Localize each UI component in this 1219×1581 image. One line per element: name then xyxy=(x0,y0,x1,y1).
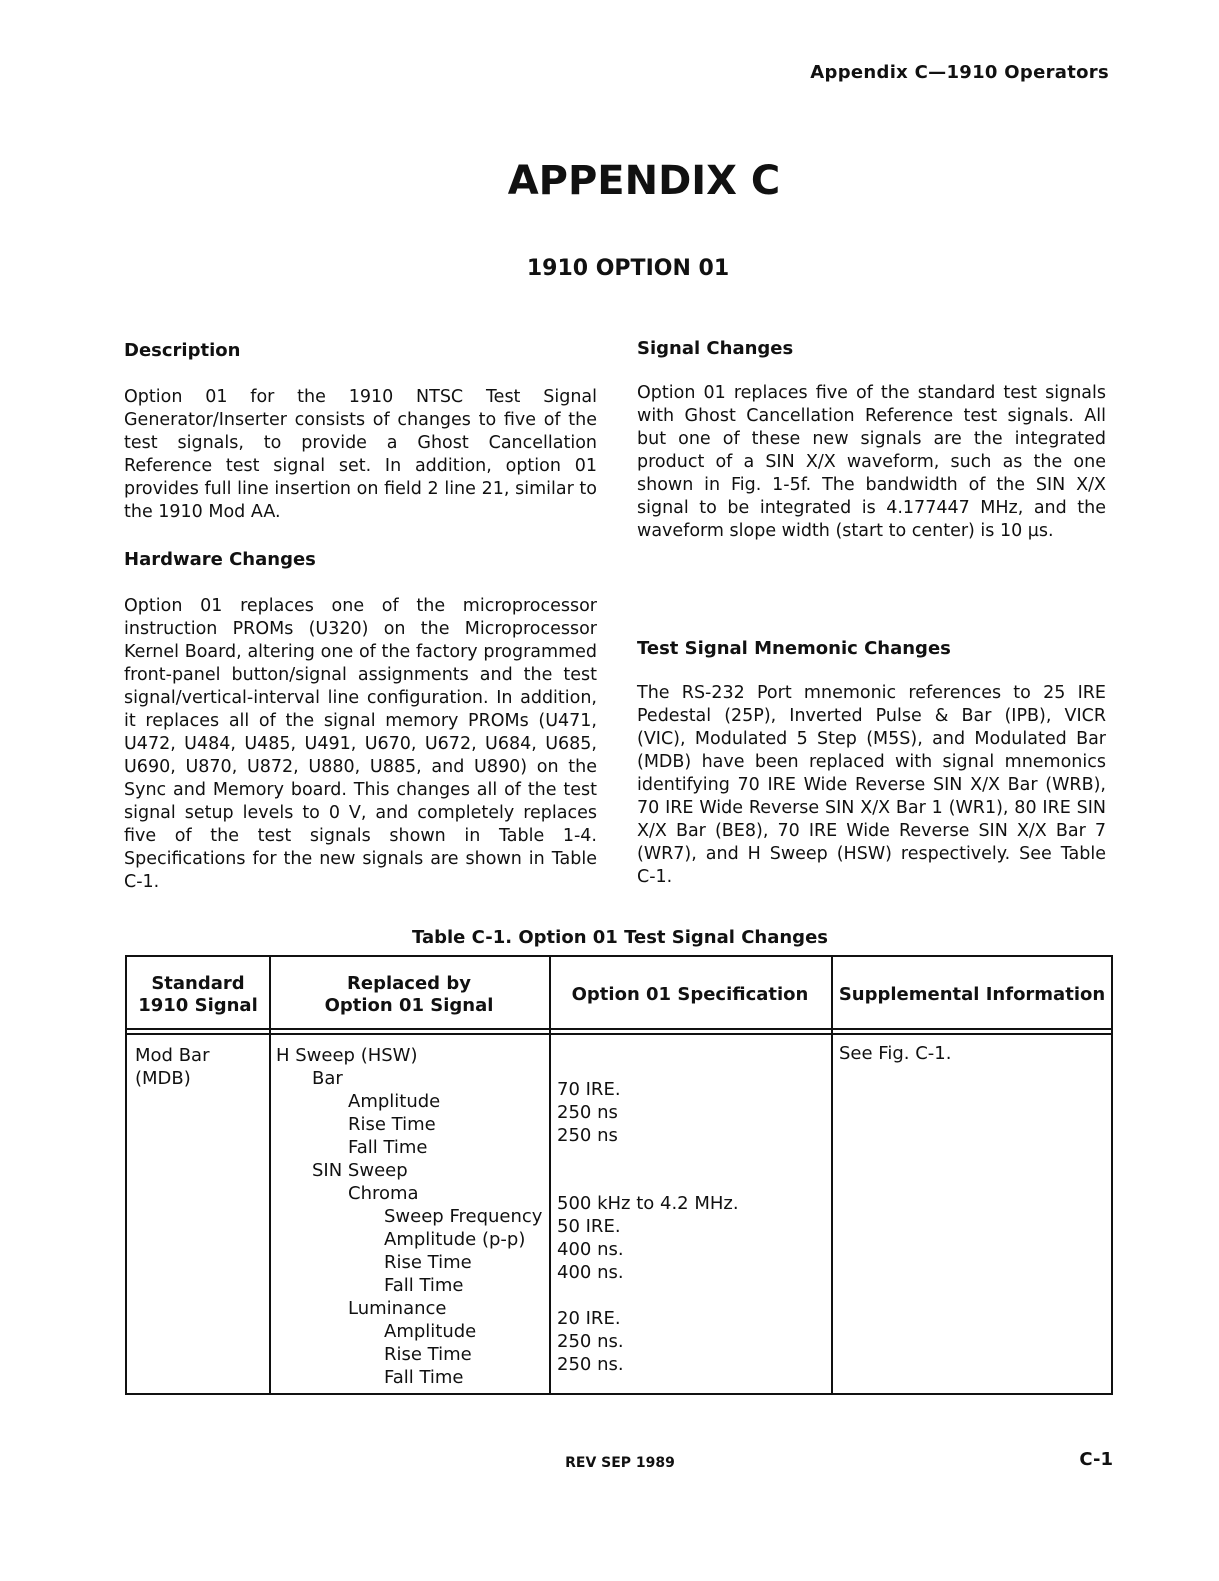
running-header: Appendix C—1910 Operators xyxy=(810,62,1109,83)
spec-chroma-cell xyxy=(557,1192,739,1284)
replaced-by-cell xyxy=(276,1044,542,1389)
parameter-label: Sweep Frequency xyxy=(384,1206,543,1227)
parameter-label: Amplitude xyxy=(348,1091,441,1112)
signal-name: H Sweep (HSW) xyxy=(276,1045,418,1066)
parameter-label: Rise Time xyxy=(384,1344,472,1365)
spec-bar-cell xyxy=(557,1078,621,1147)
spec-luminance-cell xyxy=(557,1307,624,1376)
column-header-standard-signal xyxy=(127,957,269,1033)
standard-signal-name: Mod Bar xyxy=(135,1045,210,1066)
parameter-label: Amplitude (p-p) xyxy=(384,1229,526,1250)
page-subtitle: 1910 OPTION 01 xyxy=(526,256,730,281)
supplemental-info-cell xyxy=(839,1042,951,1065)
revision-date: REV SEP 1989 xyxy=(565,1455,675,1471)
signal-subcomponent: Luminance xyxy=(348,1298,447,1319)
mnemonic-changes-heading: Test Signal Mnemonic Changes xyxy=(637,638,951,659)
column-header-text: Standard xyxy=(151,973,245,994)
spec-value: 400 ns. xyxy=(557,1239,624,1260)
spec-value: 250 ns xyxy=(557,1125,618,1146)
spec-value: 250 ns. xyxy=(557,1354,624,1375)
signal-changes-heading: Signal Changes xyxy=(637,338,794,359)
parameter-label: Rise Time xyxy=(384,1252,472,1273)
column-header-specification xyxy=(549,957,831,1033)
table-caption: Table C-1. Option 01 Test Signal Changes xyxy=(412,927,828,948)
mnemonic-changes-paragraph: The RS-232 Port mnemonic references to 25 IRE Pedestal (25P), Inverted Pulse & Bar (IPB), VICR (VIC), Modulated 5 Step (M5S), and Modulated Bar (MDB) have been replaced with signal mnemonics identifying 70 IRE Wide Reverse SIN X/X Bar (WRB), 70 IRE Wide Reverse SIN X/X Bar 1 (WR1), 80 IRE SIN X/X Bar (BE8), 70 IRE Wide Reverse SIN X/X Bar 7 (WR7), and H Sweep (HSW) respectively. See Table C-1. xyxy=(637,683,1106,887)
column-header-text: Replaced by xyxy=(347,973,471,994)
spec-value: 70 IRE. xyxy=(557,1079,621,1100)
page-title: APPENDIX C xyxy=(507,158,781,204)
signal-component: SIN Sweep xyxy=(312,1160,408,1181)
spec-value: 400 ns. xyxy=(557,1262,624,1283)
spec-value: 250 ns. xyxy=(557,1331,624,1352)
signal-subcomponent: Chroma xyxy=(348,1183,419,1204)
column-header-text: 1910 Signal xyxy=(138,995,258,1016)
spec-value: 250 ns xyxy=(557,1102,618,1123)
column-header-supplemental xyxy=(831,957,1113,1033)
hardware-changes-paragraph: Option 01 replaces one of the microprocessor instruction PROMs (U320) on the Microprocessor Kernel Board, altering one of the factory programmed front-panel button/signal assignments and the test signal/vertical-interval line configuration. In addition, it replaces all of the signal memory PROMs (U471, U472, U484, U485, U491, U670, U672, U684, U685, U690, U870, U872, U880, U885, and U890) on the Sync and Memory board. This changes all of the test signal setup levels to 0 V, and completely replaces five of the test signals shown in Table 1-4. Specifications for the new signals are shown in Table C-1. xyxy=(124,596,597,892)
column-header-text: Option 01 Signal xyxy=(324,995,494,1016)
signal-changes-table xyxy=(125,955,1113,1395)
description-paragraph: Option 01 for the 1910 NTSC Test Signal Generator/Inserter consists of changes to five of the test signals, to provide a Ghost Cancellation Reference test signal set. In addition, option 01 provides full line insertion on field 2 line 21, similar to the 1910 Mod AA. xyxy=(124,387,597,522)
signal-changes-paragraph: Option 01 replaces five of the standard test signals with Ghost Cancellation Reference test signals. All but one of these new signals are the integrated product of a SIN X/X waveform, such as the one shown in Fig. 1-5f. The bandwidth of the SIN X/X signal to be integrated is 4.177447 MHz, and the waveform slope width (start to center) is 10 µs. xyxy=(637,383,1106,541)
parameter-label: Rise Time xyxy=(348,1114,436,1135)
description-heading: Description xyxy=(124,340,241,361)
parameter-label: Fall Time xyxy=(348,1137,428,1158)
standard-signal-mnemonic: (MDB) xyxy=(135,1068,191,1089)
table-header-rule xyxy=(127,1033,1111,1035)
spec-value: 500 kHz to 4.2 MHz. xyxy=(557,1193,739,1214)
page-number: C-1 xyxy=(1079,1449,1113,1470)
column-header-replaced-by xyxy=(269,957,549,1033)
column-header-text: Supplemental Information xyxy=(838,984,1106,1005)
supplemental-text: See Fig. C-1. xyxy=(839,1043,952,1064)
column-header-text: Option 01 Specification xyxy=(571,984,809,1005)
parameter-label: Fall Time xyxy=(384,1367,464,1388)
hardware-changes-heading: Hardware Changes xyxy=(124,549,316,570)
spec-value: 50 IRE. xyxy=(557,1216,621,1237)
parameter-label: Amplitude xyxy=(384,1321,477,1342)
spec-value: 20 IRE. xyxy=(557,1308,621,1329)
standard-signal-cell xyxy=(135,1044,209,1090)
signal-component: Bar xyxy=(312,1068,343,1089)
parameter-label: Fall Time xyxy=(384,1275,464,1296)
